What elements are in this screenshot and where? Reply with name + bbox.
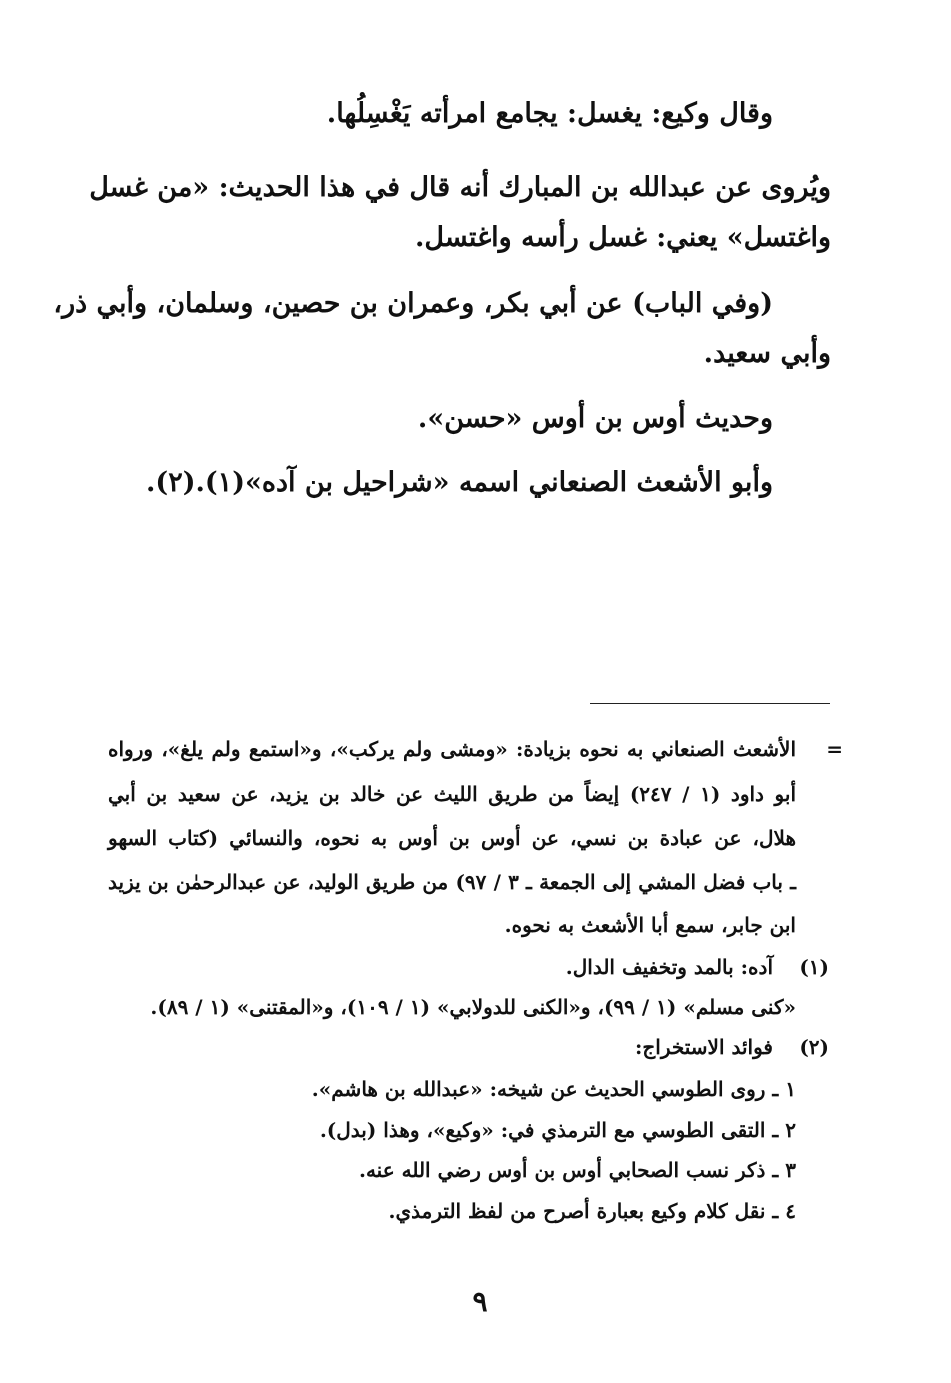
footnote-1-text: آده: بالمد وتخفيف الدال. <box>565 955 773 979</box>
main-text-line-1: وقال وكيع: يغسل: يجامع امرأته يَغْسِلُها. <box>326 98 773 129</box>
footnote-2-heading: فوائد الاستخراج: <box>634 1035 773 1059</box>
benefit-item-3: ٣ ـ ذكر نسب الصحابي أوس بن أوس رضي الله عنه. <box>359 1158 796 1182</box>
footnote-line-4: ـ باب فضل المشي إلى الجمعة ـ ٣ / ٩٧) من طريق الوليد، عن عبدالرحمٰن بن يزيد <box>108 870 796 894</box>
benefit-item-2: ٢ ـ التقى الطوسي مع الترمذي في: «وكيع»، وهذا (بدل). <box>319 1118 796 1142</box>
footnote-1-references: «كنى مسلم» (١ / ٩٩)، و«الكنى للدولابي» (١ / ١٠٩)، و«المقتنى» (١ / ٨٩). <box>150 995 796 1019</box>
footnote-1-number: (١) <box>799 955 829 979</box>
footnote-line-2: أبو داود (١ / ٢٤٧) إيضاً من طريق الليث عن خالد بن يزيد، عن سعيد بن أبي <box>108 782 797 806</box>
benefit-item-1: ١ ـ روى الطوسي الحديث عن شيخه: «عبدالله بن هاشم». <box>311 1077 796 1101</box>
footnote-line-5: ابن جابر، سمع أبا الأشعث به نحوه. <box>504 913 796 937</box>
main-text-line-6: وحديث أوس بن أوس «حسن». <box>417 403 773 434</box>
footnote-separator <box>590 703 830 704</box>
benefit-item-4: ٤ ـ نقل كلام وكيع بعبارة أصرح من لفظ الترمذي. <box>388 1199 796 1223</box>
page-number: ٩ <box>472 1285 488 1318</box>
footnote-continuation-mark: = <box>826 737 843 761</box>
footnote-line-3: هلال، عن عبادة بن نسي، عن أوس بن أوس به نحوه، والنسائي (كتاب السهو <box>108 826 796 850</box>
footnote-line-1: الأشعث الصنعاني به نحوه بزيادة: «ومشى ولم يركب»، و«استمع ولم يلغ»، ورواه <box>108 737 796 761</box>
main-text-line-2: ويُروى عن عبدالله بن المبارك أنه قال في هذا الحديث: «من غسل <box>89 172 831 203</box>
footnote-2-number: (٢) <box>799 1035 829 1059</box>
main-text-line-7: وأبو الأشعث الصنعاني اسمه «شراحيل بن آده»(١).(٢). <box>146 467 773 498</box>
main-text-line-4: (وفي الباب) عن أبي بكر، وعمران بن حصين، وسلمان، وأبي ذر، <box>53 288 773 319</box>
main-text-line-5: وأبي سعيد. <box>703 338 831 369</box>
main-text-line-3: واغتسل» يعني: غسل رأسه واغتسل. <box>414 222 831 253</box>
